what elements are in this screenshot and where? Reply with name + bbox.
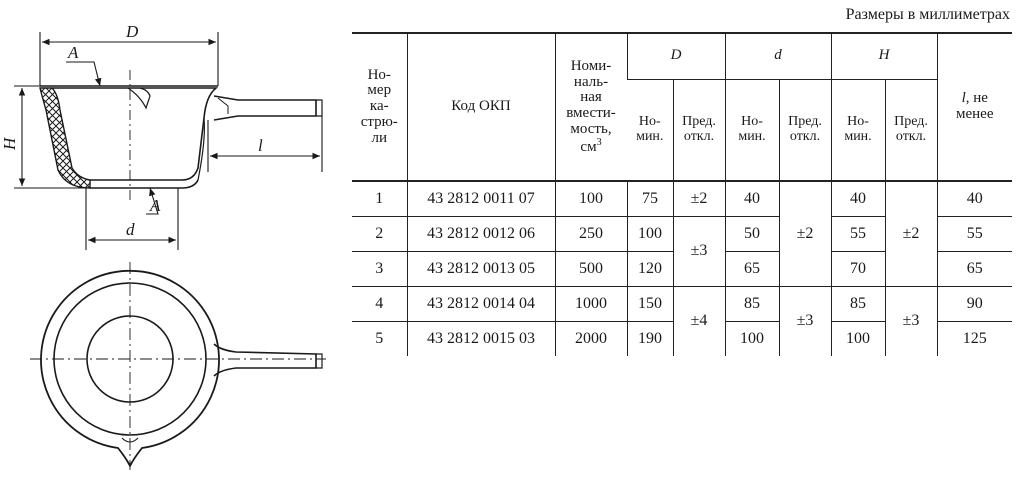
side-view <box>40 70 322 200</box>
cell-d: 100 <box>725 321 779 356</box>
cell-l: 90 <box>937 286 1012 321</box>
cell-volume: 100 <box>555 181 627 216</box>
table-row <box>352 286 1012 321</box>
cell-d: 65 <box>725 251 779 286</box>
cell-num: 3 <box>352 251 407 286</box>
cell-l: 55 <box>937 216 1012 251</box>
saucepan-drawing <box>0 0 340 477</box>
cell-l: 40 <box>937 181 1012 216</box>
label-A-top: A <box>68 43 79 62</box>
cell-num: 5 <box>352 321 407 356</box>
cell-H: 70 <box>831 251 885 286</box>
cell-num: 1 <box>352 181 407 216</box>
cell-volume: 250 <box>555 216 627 251</box>
cell-H: 100 <box>831 321 885 356</box>
cell-d: 40 <box>725 181 779 216</box>
cell-H-tol: ±3 <box>885 286 937 356</box>
cell-num: 2 <box>352 216 407 251</box>
cell-H: 55 <box>831 216 885 251</box>
cell-volume: 2000 <box>555 321 627 356</box>
cell-l: 65 <box>937 251 1012 286</box>
cell-d: 50 <box>725 216 779 251</box>
header-volume: Номи- наль- ная вмести- мость, $см^3$ <box>555 33 627 181</box>
header-d-dev: Пред. откл. <box>779 79 831 181</box>
cell-okp: 43 2812 0012 06 <box>407 216 555 251</box>
cell-okp: 43 2812 0015 03 <box>407 321 555 356</box>
cell-H: 85 <box>831 286 885 321</box>
wall-section <box>40 88 90 188</box>
units-caption: Размеры в миллиметрах <box>845 6 1010 23</box>
cell-okp: 43 2812 0014 04 <box>407 286 555 321</box>
cell-num: 4 <box>352 286 407 321</box>
cell-d-tol: ±2 <box>779 181 831 286</box>
label-H: H <box>0 137 19 150</box>
label-D: D <box>126 22 139 41</box>
cell-D-tol: ±3 <box>673 216 725 286</box>
header-l: l, не менее <box>937 33 1012 181</box>
label-d: d <box>126 220 135 239</box>
header-group-H: H <box>831 33 937 79</box>
cell-D: 190 <box>627 321 673 356</box>
cell-volume: 500 <box>555 251 627 286</box>
handle-side <box>214 96 316 120</box>
plan-view <box>30 262 326 470</box>
handle-plan <box>214 344 316 376</box>
dimensions-table <box>352 32 1012 356</box>
cell-D: 75 <box>627 181 673 216</box>
header-D-dev: Пред. откл. <box>673 79 725 181</box>
header-H-dev: Пред. откл. <box>885 79 937 181</box>
cell-okp: 43 2812 0013 05 <box>407 251 555 286</box>
label-A-bottom: A <box>150 196 161 215</box>
cell-D-tol: ±4 <box>673 286 725 356</box>
dimension-l <box>208 116 322 172</box>
table-row <box>352 181 1012 216</box>
cell-volume: 1000 <box>555 286 627 321</box>
cell-d-tol: ±3 <box>779 286 831 356</box>
header-H-nom: Но- мин. <box>831 79 885 181</box>
cell-H: 40 <box>831 181 885 216</box>
cell-D: 100 <box>627 216 673 251</box>
cell-D: 150 <box>627 286 673 321</box>
cell-okp: 43 2812 0011 07 <box>407 181 555 216</box>
leader-A-top <box>66 62 100 86</box>
header-number: Но- мер ка- стрю- ли <box>352 33 407 181</box>
cell-D-tol: ±2 <box>673 181 725 216</box>
dimension-d <box>86 188 178 250</box>
header-D-nom: Но- мин. <box>627 79 673 181</box>
cell-H-tol: ±2 <box>885 181 937 286</box>
cell-D: 120 <box>627 251 673 286</box>
header-group-d: d <box>725 33 831 79</box>
header-okp: Код ОКП <box>407 33 555 181</box>
cell-d: 85 <box>725 286 779 321</box>
cell-l: 125 <box>937 321 1012 356</box>
label-l: l <box>258 136 263 155</box>
header-group-D: D <box>627 33 725 79</box>
header-d-nom: Но- мин. <box>725 79 779 181</box>
